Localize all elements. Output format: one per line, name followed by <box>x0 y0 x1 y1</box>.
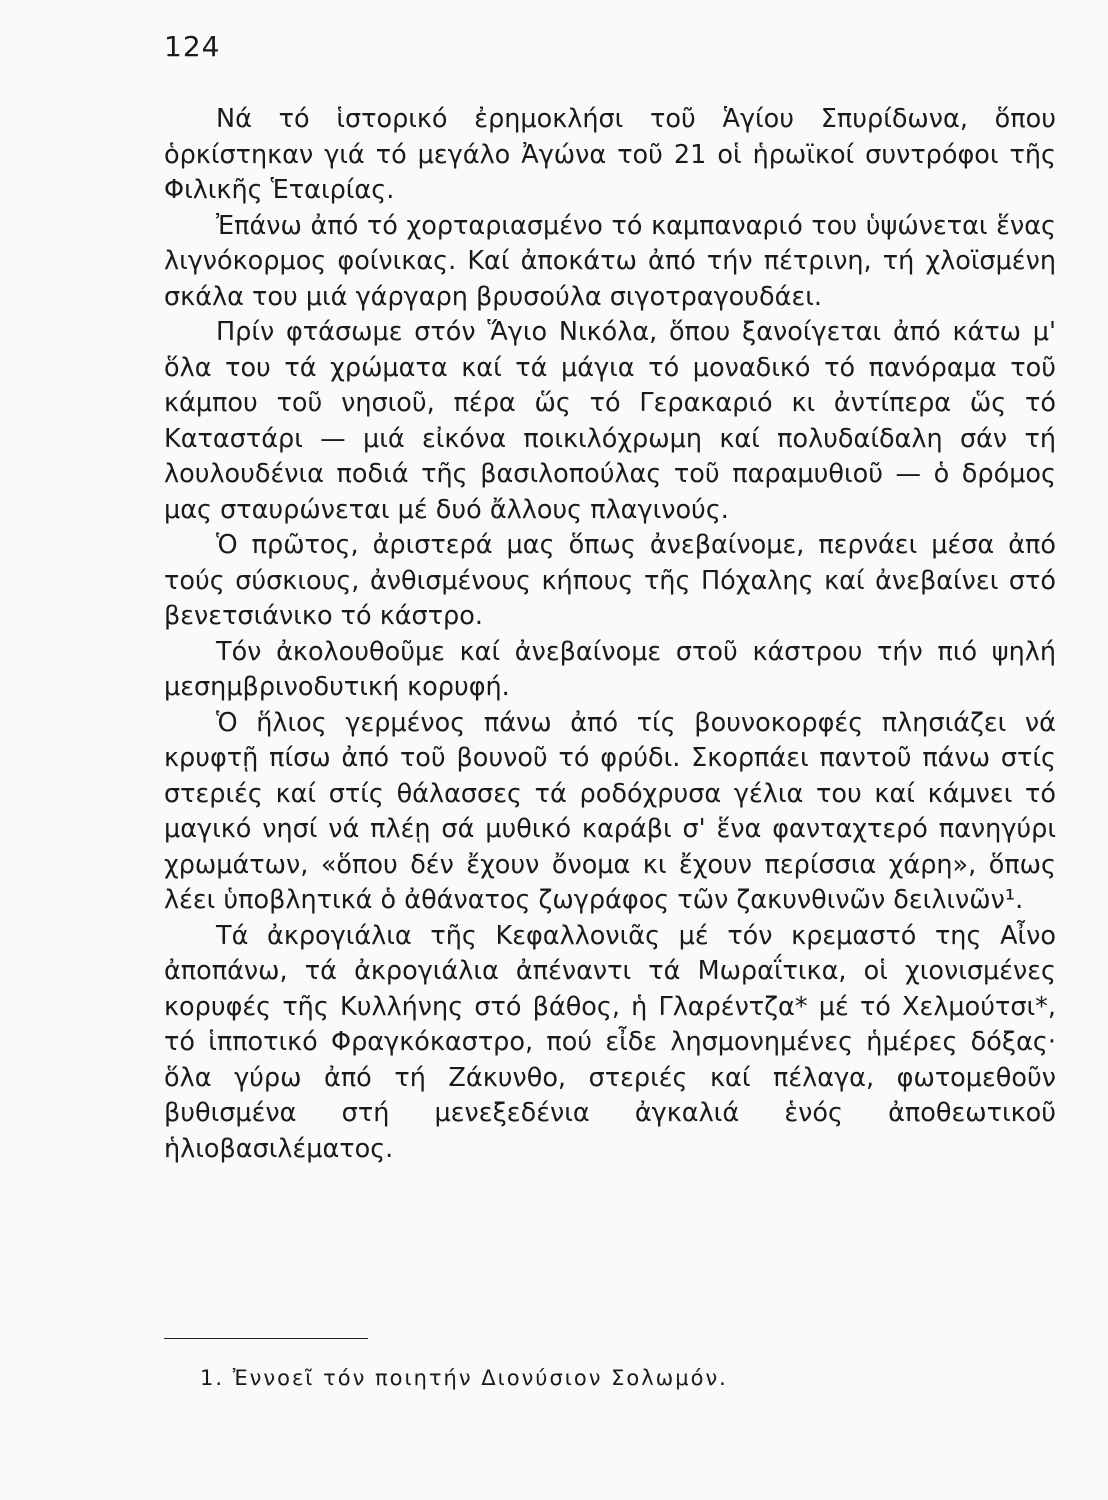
page-number: 124 <box>164 30 221 63</box>
paragraph: Πρίν φτάσωμε στόν Ἅγιο Νικόλα, ὅπου ξανοίγεται ἀπό κάτω μ' ὅλα του τά χρώματα καί τά μάγια τό μοναδικό τό πανόραμα τοῦ κάμπου τοῦ νησιοῦ, πέρα ὥς τό Γερακαριό κι ἀντίπερα ὥς τό Καταστάρι — μιά εἰκόνα ποικιλόχρωμη καί πολυδαίδαλη σάν τή λουλουδένια ποδιά τῆς βασιλοπούλας τοῦ παραμυθιοῦ — ὁ δρόμος μας σταυρώνεται μέ δυό ἄλλους πλαγινούς. <box>164 317 1056 525</box>
paragraph: Νά τό ἱστορικό ἐρημοκλήσι τοῦ Ἁγίου Σπυρίδωνα, ὅπου ὁρκίστηκαν γιά τό μεγάλο Ἀγώνα τοῦ 21 οἱ ἡρωϊκοί συντρόφοι τῆς Φιλικῆς Ἑταιρίας. <box>164 104 1056 205</box>
paragraph: Ὁ πρῶτος, ἀριστερά μας ὅπως ἀνεβαίνομε, περνάει μέσα ἀπό τούς σύσκιους, ἀνθισμένους κήπους τῆς Πόχαλης καί ἀνεβαίνει στό βενετσιάνικο τό κάστρο. <box>164 530 1056 631</box>
footnote-rule <box>164 1338 368 1339</box>
paragraph: Ὁ ἥλιος γερμένος πάνω ἀπό τίς βουνοκορφές πλησιάζει νά κρυφτῇ πίσω ἀπό τοῦ βουνοῦ τό φρύδι. Σκορπάει παντοῦ πάνω στίς στεριές καί στίς θάλασσες τά ροδόχρυσα γέλια του καί κάμνει τό μαγικό νησί νά πλέῃ σά μυθικό καράβι σ' ἕνα φανταχτερό πανηγύρι χρωμάτων, «ὅπου δέν ἔχουν ὄνομα κι ἔχουν περίσσια χάρη», ὅπως λέει ὑποβλητικά ὁ ἀθάνατος ζωγράφος τῶν ζακυνθινῶν δειλινῶν¹. <box>164 707 1056 915</box>
footnote: 1. Ἐννοεῖ τόν ποιητήν Διονύσιον Σολωμόν. <box>200 1366 728 1390</box>
paragraph: Τά ἀκρογιάλια τῆς Κεφαλλονιᾶς μέ τόν κρεμαστό της Αἶνο ἀποπάνω, τά ἀκρογιάλια ἀπέναντι τά Μωραΐτικα, οἱ χιονισμένες κορυφές τῆς Κυλλήνης στό βάθος, ἡ Γλαρέντζα* μέ τό Χελμούτσι*, τό ἱπποτικό Φραγκόκαστρο, πού εἶδε λησμονημένες ἡμέρες δόξας· ὅλα γύρω ἀπό τή Ζάκυνθο, στεριές καί πέλαγα, φωτομεθοῦν βυθισμένα στή μενεξεδένια ἀγκαλιά ἑνός ἀποθεωτικοῦ ἡλιοβασιλέματος. <box>164 920 1056 1164</box>
paragraph: Τόν ἀκολουθοῦμε καί ἀνεβαίνομε στοῦ κάστρου τήν πιό ψηλή μεσημβρινοδυτική κορυφή. <box>164 636 1056 702</box>
body-text <box>164 102 1056 1167</box>
paragraph: Ἐπάνω ἀπό τό χορταριασμένο τό καμπαναριό του ὑψώνεται ἕνας λιγνόκορμος φοίνικας. Καί ἀποκάτω ἀπό τήν πέτρινη, τή χλοϊσμένη σκάλα του μιά γάργαρη βρυσούλα σιγοτραγουδάει. <box>164 210 1056 312</box>
